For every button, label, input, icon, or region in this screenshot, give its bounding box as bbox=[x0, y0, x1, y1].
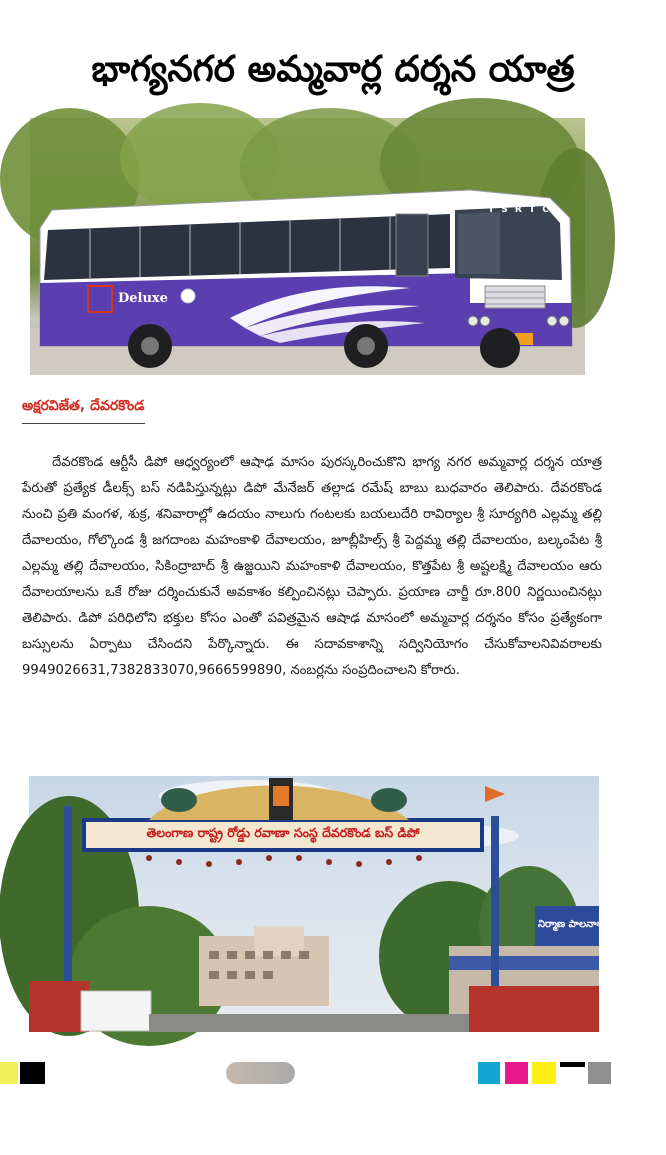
byline: అక్షరవిజేత, దేవరకొండ bbox=[22, 398, 145, 424]
depot-arch-banner: తెలంగాణ రాష్ట్ర రోడ్డు రవాణా సంస్థ దేవరకొండ బస్ డిపో bbox=[146, 825, 420, 840]
print-mark-center bbox=[226, 1062, 295, 1084]
depot-arch-photo bbox=[29, 776, 613, 1032]
depot-office-sign: నిర్మాణ పాలనాశాఖ bbox=[538, 919, 613, 930]
print-mark-yellow-right bbox=[532, 1062, 556, 1084]
print-mark-gray bbox=[588, 1062, 611, 1084]
print-mark-yellow-left bbox=[0, 1062, 18, 1084]
headline: భాగ్యనగర అమ్మవార్ల దర్శన యాత్ర bbox=[91, 49, 575, 90]
print-mark-black-right bbox=[560, 1062, 585, 1067]
article-body: దేవరకొండ ఆర్టీసీ డిపో ఆధ్వర్యంలో ఆషాఢ మాసం పురస్కరించుకొని భాగ్య నగర అమ్మవార్ల దర్శన యాత్ర పేరుతో ప్రత్యేక డీలక్స్ బస్ నడిపిస్తున్నట్లు డిపో మేనేజర్ తల్లాడ రమేష్ బాబు బుధవారం తెలిపారు. దేవరకొండ నుంచి ప్రతి మంగళ, శుక్ర, శనివారాల్లో ఉదయం నాలుగు గంటలకు బయలుదేరి రావిర్యాల శ్రీ సూర్యగిరి ఎల్లమ్మ తల్లి దేవాలయం, గోల్కొండ శ్రీ జగదాంబ మహంకాళి దేవాలయం, జూబ్లీహిల్స్ శ్రీ పెద్దమ్మ తల్లి దేవాలయం, బల్కంపేట శ్రీ ఎల్లమ్మ తల్లి దేవాలయం, సికింద్రాబాద్ శ్రీ ఉజ్జయిని మహంకాళి దేవాలయం, కొత్తపేట శ్రీ అష్టలక్ష్మి దేవాలయం ఆరు దేవాలయాలను ఒకే రోజు దర్శించుకునే అవకాశం కల్పించినట్లు చెప్పారు. ప్రయాణ చార్జీ రూ.800 నిర్ణయించినట్లు తెలిపారు. డిపో పరిధిలోని భక్తుల కోసం ఎంతో పవిత్రమైన ఆషాఢ మాసంలో అమ్మవార్ల దర్శనం కోసం ప్రత్యేకంగా బస్సులను ఏర్పాటు చేసిందని పేర్కొన్నారు. ఈ సదావకాశాన్ని సద్వినియోగం చేసుకోవాలనివివరాలకు 9949026631,7382833070,9666599890, నంబర్లను సంప్రదించాలని కోరారు. bbox=[22, 455, 602, 678]
print-mark-black-left bbox=[20, 1062, 45, 1084]
bus-destination-board: T S R T C bbox=[488, 205, 551, 215]
bus-photo bbox=[30, 118, 585, 375]
print-mark-magenta bbox=[505, 1062, 528, 1084]
print-mark-cyan bbox=[478, 1062, 500, 1084]
bus-side-label: Deluxe bbox=[118, 291, 168, 306]
